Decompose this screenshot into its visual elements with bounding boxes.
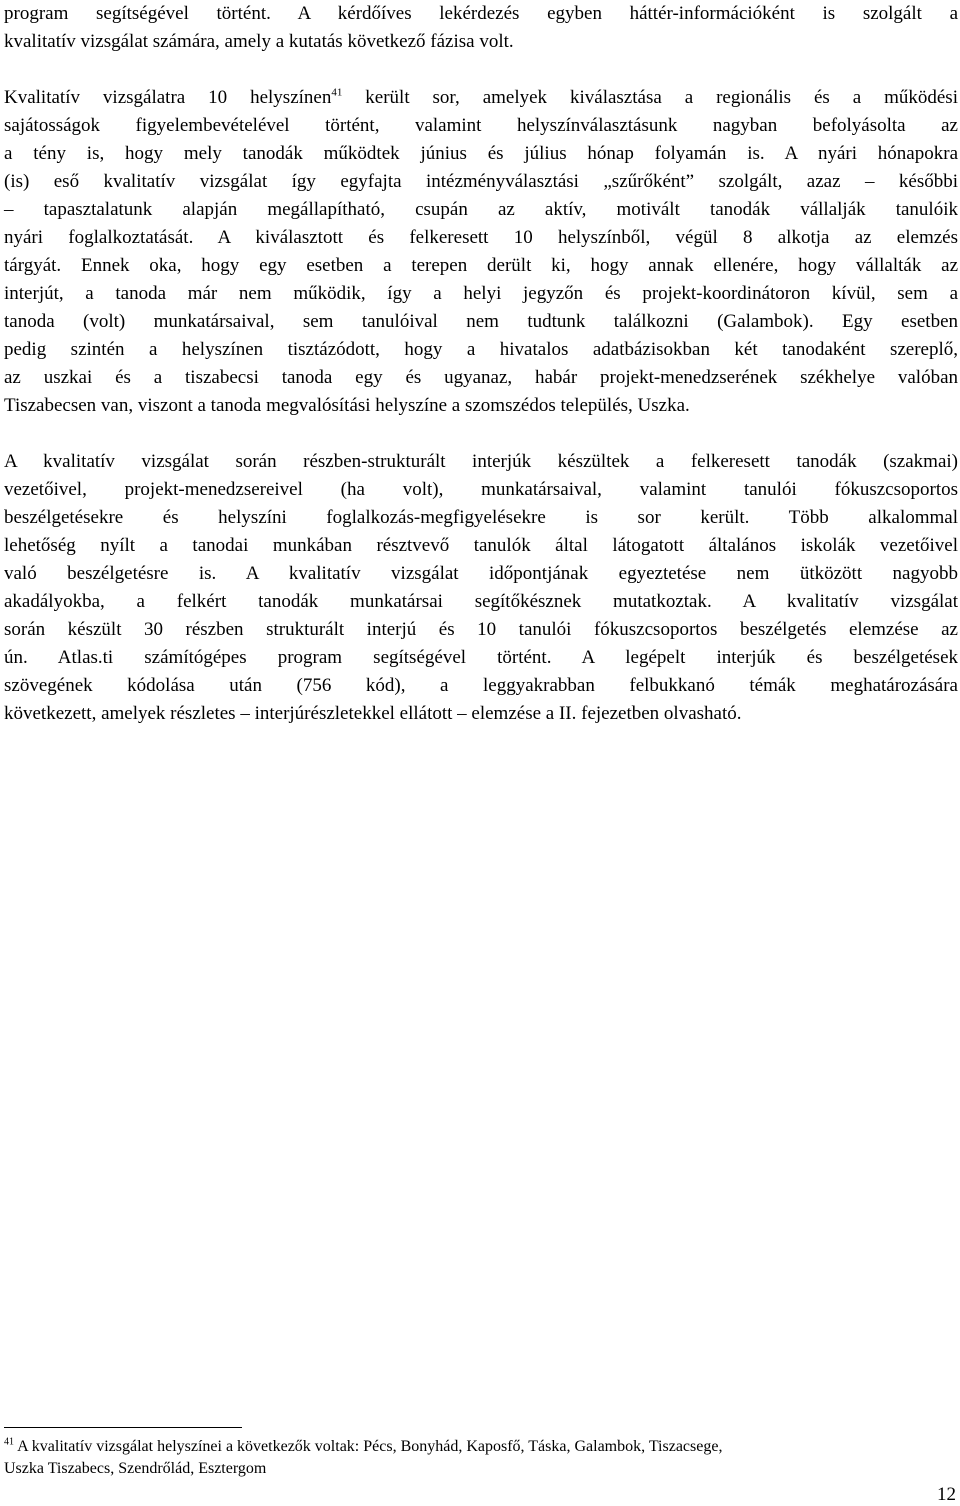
text-line: – tapasztalatunk alapján megállapítható, csupán az aktív, motivált tanodák vállalják tanulóik: [4, 199, 958, 220]
text-line: akadályokba, a felkért tanodák munkatársai segítőkésznek mutatkoztak. A kvalitatív vizsgálat: [4, 591, 958, 612]
text-line: pedig szintén a helyszínen tisztázódott, hogy a hivatalos adatbázisokban két tanodaként szereplő,: [4, 339, 958, 360]
footnote-line: Uszka Tiszabecs, Szendrőlád, Esztergom: [4, 1460, 267, 1477]
text-line: következett, amelyek részletes – interjúrészletekkel ellátott – elemzése a II. fejezetben olvasható.: [4, 703, 742, 724]
page-number: 12: [937, 1484, 956, 1505]
text-line: sajátosságok figyelembevételével történt, valamint helyszínválasztásunk nagyban befolyásolta az: [4, 115, 958, 136]
text-line: kvalitatív vizsgálat számára, amely a kutatás következő fázisa volt.: [4, 31, 514, 52]
footnote-text: A kvalitatív vizsgálat helyszínei a következők voltak: Pécs, Bonyhád, Kaposfő, Táska, Galambok, Tiszacsege,: [14, 1438, 723, 1455]
footnote-separator: [4, 1427, 242, 1428]
text-line: [4, 84, 958, 112]
text-line: Tiszabecsen van, viszont a tanoda megvalósítási helyszíne a szomszédos település, Uszka.: [4, 395, 690, 416]
text-fragment: Kvalitatív vizsgálatra 10 helyszínen: [4, 87, 332, 108]
text-line: (is) eső kvalitatív vizsgálat így egyfajta intézményválasztási „szűrőként” szolgált, azaz – későbbi: [4, 171, 958, 192]
footnote: [4, 1436, 958, 1480]
text-line: nyári foglalkoztatását. A kiválasztott és felkeresett 10 helyszínből, végül 8 alkotja az elemzés: [4, 227, 958, 248]
text-line: tárgyát. Ennek oka, hogy egy esetben a terepen derült ki, hogy annak ellenére, hogy vállalták az: [4, 255, 958, 276]
footnote-line: [4, 1436, 958, 1458]
footnote-reference: 41: [331, 86, 343, 99]
text-line: a tény is, hogy mely tanodák működtek június és július hónap folyamán is. A nyári hónapokra: [4, 143, 958, 164]
paragraph-interviews: [4, 448, 958, 728]
text-fragment: került sor, amelyek kiválasztása a regionális és a működési: [342, 87, 958, 108]
text-line: ún. Atlas.ti számítógépes program segítségével történt. A legépelt interjúk és beszélgetések: [4, 647, 958, 668]
text-line: során készült 30 részben strukturált interjú és 10 tanulói fókuszcsoportos beszélgetés elemzése az: [4, 619, 958, 640]
text-line: tanoda (volt) munkatársaival, sem tanulóival nem tudtunk találkozni (Galambok). Egy esetben: [4, 311, 958, 332]
text-line: program segítségével történt. A kérdőíves lekérdezés egyben háttér-információként is szolgált a: [4, 3, 958, 24]
text-line: vezetőivel, projekt-menedzsereivel (ha volt), munkatársaival, valamint tanulói fókuszcsoportos: [4, 479, 958, 500]
text-line: való beszélgetésre is. A kvalitatív vizsgálat időpontjának egyeztetése nem ütközött nagyobb: [4, 563, 958, 584]
paragraph-intro: [4, 0, 958, 56]
text-line: szövegének kódolása után (756 kód), a leggyakrabban felbukkanó témák meghatározására: [4, 675, 958, 696]
paragraph-qualitative-sites: [4, 84, 958, 420]
text-line: A kvalitatív vizsgálat során részben-strukturált interjúk készültek a felkeresett tanodák (szakmai): [4, 451, 958, 472]
footnote-marker: 41: [4, 1436, 14, 1448]
text-line: lehetőség nyílt a tanodai munkában résztvevő tanulók által látogatott általános iskolák vezetőivel: [4, 535, 958, 556]
text-line: az uszkai és a tiszabecsi tanoda egy és ugyanaz, habár projekt-menedzserének székhelye valóban: [4, 367, 958, 388]
text-line: interjút, a tanoda már nem működik, így a helyi jegyzőn és projekt-koordinátoron kívül, sem a: [4, 283, 958, 304]
text-line: beszélgetésekre és helyszíni foglalkozás-megfigyelésekre is sor került. Több alkalommal: [4, 507, 958, 528]
